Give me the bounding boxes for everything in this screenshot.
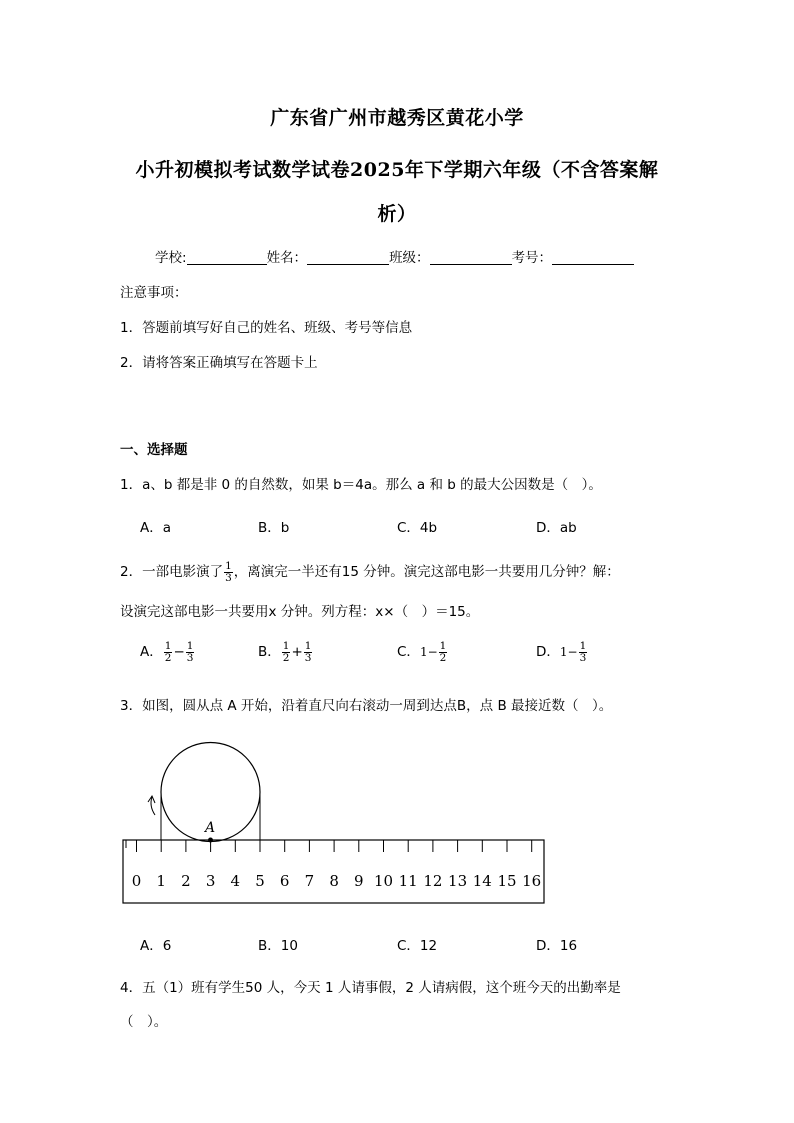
name-label: 姓名：	[266, 250, 308, 266]
school-title: 广东省广州市越秀区黄花小学	[270, 107, 524, 129]
ruler-number: 15	[497, 872, 517, 890]
q3-option-c: C．12	[397, 938, 438, 954]
q2-stem-part2: ，离演完一半还有15 分钟。演完这部电影一共要用几分钟？解：	[233, 564, 620, 580]
question-4-stem-line2: （ ）。	[120, 1014, 168, 1030]
rotation-arrow-icon	[151, 797, 155, 815]
q3-option-a: A．6	[140, 938, 172, 954]
num: 1	[579, 639, 587, 652]
den: 2	[439, 651, 447, 664]
q1-option-c: C．4b	[397, 520, 438, 536]
question-4-stem-line1: 4．五（1）班有学生50 人，今天 1 人请事假，2 人请病假，这个班今天的出勤率是	[120, 980, 621, 996]
notice-item-2: 2．请将答案正确填写在答题卡上	[120, 355, 318, 371]
ruler-number: 2	[181, 872, 191, 890]
ruler-number: 5	[255, 872, 265, 890]
num: 1	[164, 639, 172, 652]
ruler-number: 9	[354, 872, 364, 890]
q2-stem-part1: 2．一部电影演了	[120, 564, 224, 580]
q2-b-operator: +	[291, 644, 303, 660]
exam-title-line1: 小升初模拟考试数学试卷2025年下学期六年级（不含答案解	[135, 159, 659, 181]
q1-option-b: B．b	[258, 520, 290, 536]
den: 3	[579, 651, 587, 664]
num: 1	[282, 639, 290, 652]
notice-item-1: 1．答题前填写好自己的姓名、班级、考号等信息	[120, 320, 413, 336]
q2-d-lead: 1−	[559, 645, 578, 659]
ruler-number: 1	[156, 872, 166, 890]
ruler-number: 13	[448, 872, 468, 890]
den: 2	[164, 651, 172, 664]
notice-heading: 注意事项：	[120, 285, 188, 301]
q2-frac-den: 3	[225, 571, 232, 584]
ruler-number: 6	[279, 872, 290, 890]
q1-option-a: A．a	[140, 520, 172, 536]
q3-option-d: D．16	[536, 938, 578, 954]
ruler-number: 0	[131, 872, 142, 890]
q3-option-b: B．10	[258, 938, 298, 954]
ruler-number: 4	[230, 872, 241, 890]
num: 1	[439, 639, 447, 652]
ruler-number: 3	[205, 872, 216, 890]
ruler-ticks	[126, 840, 541, 890]
ruler-number: 7	[304, 872, 315, 890]
figure-group	[123, 743, 544, 904]
q2-option-c-label: C．	[397, 644, 420, 660]
ruler-number: 14	[472, 872, 492, 890]
ruler-number: 10	[373, 872, 394, 890]
num: 1	[304, 639, 312, 652]
ruler-number: 16	[522, 872, 542, 890]
class-label: 班级：	[389, 250, 430, 266]
question-3-stem: 3．如图，圆从点 A 开始，沿着直尺向右滚动一周到达点B，点 B 最接近数（ ）。	[120, 698, 613, 714]
den: 2	[282, 651, 290, 664]
school-label: 学校:	[155, 250, 187, 266]
question-1-stem: 1．a、b 都是非 0 的自然数，如果 b＝4a。那么 a 和 b 的最大公因数是（ ）。	[120, 477, 602, 493]
den: 3	[304, 651, 312, 664]
question-2-stem-line2: 设演完这部电影一共要用x 分钟。列方程：x×（ ）＝15。	[120, 604, 480, 620]
q1-option-d: D．ab	[536, 520, 577, 536]
exam-title-line2: 析）	[377, 203, 417, 225]
point-a-label: A	[205, 820, 216, 836]
section-title: 一、选择题	[120, 442, 188, 458]
ruler-number: 12	[423, 872, 443, 890]
ruler-number: 11	[398, 872, 418, 890]
den: 3	[186, 651, 194, 664]
q2-a-operator: −	[173, 644, 185, 660]
id-label: 考号：	[511, 250, 553, 266]
q2-frac-num: 1	[225, 559, 232, 572]
q2-option-d-label: D．	[536, 644, 560, 660]
q2-option-a-label: A．	[140, 644, 163, 660]
q2-c-lead: 1−	[419, 645, 438, 659]
num: 1	[186, 639, 194, 652]
ruler-number: 8	[329, 872, 339, 890]
q2-option-b-label: B．	[258, 644, 281, 660]
